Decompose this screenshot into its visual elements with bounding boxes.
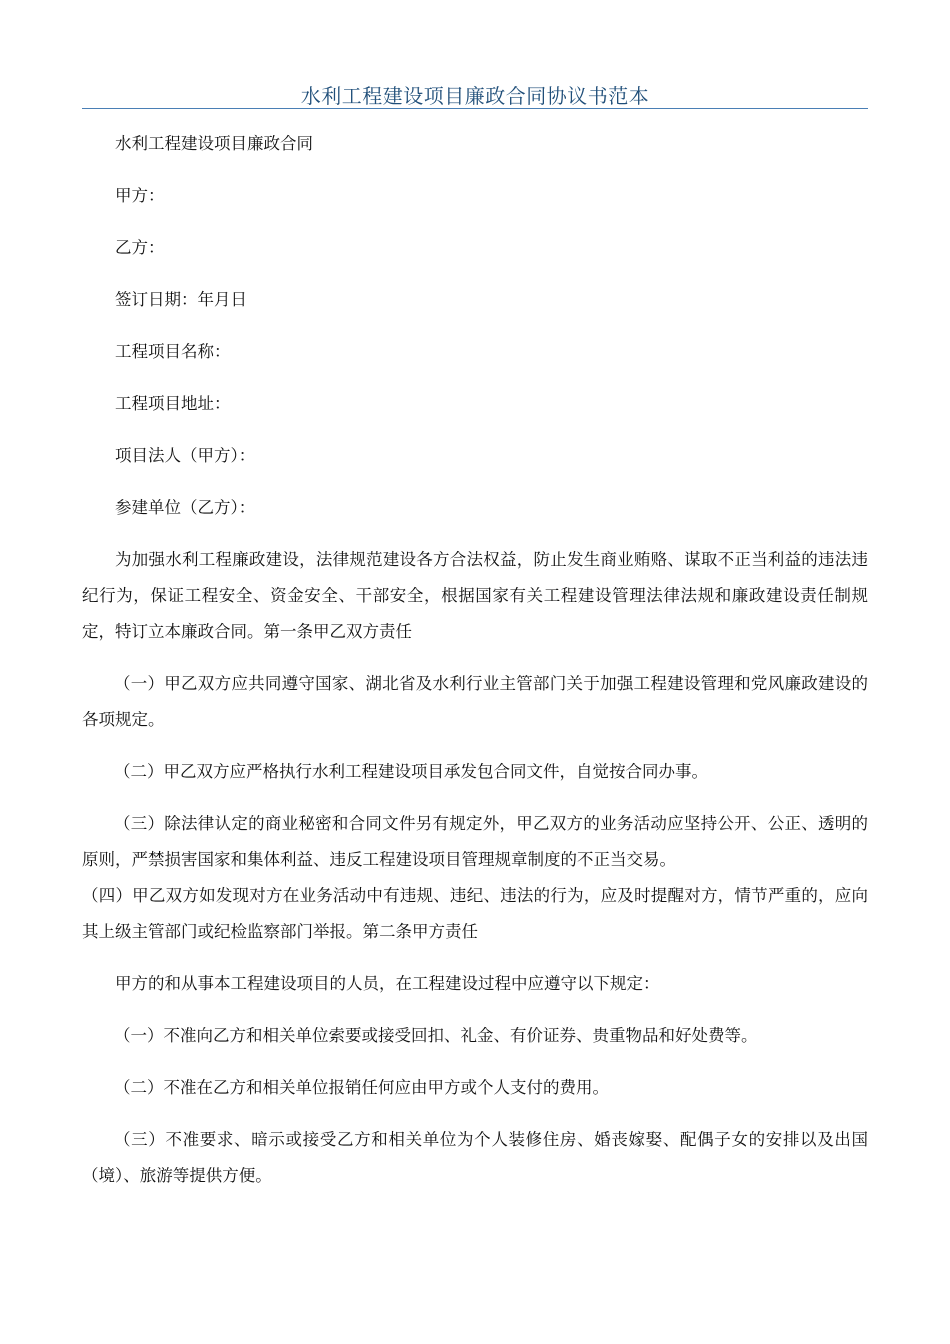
party-a-field: 甲方： xyxy=(115,186,165,205)
document-body xyxy=(82,126,868,1210)
party-b-field: 乙方： xyxy=(115,238,165,257)
article1-clause3: （三）除法律认定的商业秘密和合同文件另有规定外，甲乙双方的业务活动应坚持公开、公正、透明的原则，严禁损害国家和集体利益、违反工程建设项目管理规章制度的不正当交易。 xyxy=(82,814,868,869)
article2-clause1: （一）不准向乙方和相关单位索要或接受回扣、礼金、有价证券、贵重物品和好处费等。 xyxy=(114,1026,758,1045)
participating-unit-field: 参建单位（乙方）： xyxy=(115,498,256,517)
article2-intro: 甲方的和从事本工程建设项目的人员，在工程建设过程中应遵守以下规定： xyxy=(115,974,660,993)
project-address-field: 工程项目地址： xyxy=(115,394,231,413)
article1-clause2: （二）甲乙双方应严格执行水利工程建设项目承发包合同文件，自觉按合同办事。 xyxy=(114,762,708,781)
contract-title: 水利工程建设项目廉政合同 xyxy=(115,134,313,153)
article1-clause1: （一）甲乙双方应共同遵守国家、湖北省及水利行业主管部门关于加强工程建设管理和党风廉政建设的各项规定。 xyxy=(82,674,868,729)
signing-date-field: 签订日期：年月日 xyxy=(115,290,247,309)
running-header-title: 水利工程建设项目廉政合同协议书范本 xyxy=(300,84,650,108)
project-name-field: 工程项目名称： xyxy=(115,342,231,361)
preamble-paragraph: 为加强水利工程廉政建设，法律规范建设各方合法权益，防止发生商业贿赂、谋取不正当利益的违法违纪行为，保证工程安全、资金安全、干部安全，根据国家有关工程建设管理法律法规和廉政建设责任制规定，特订立本廉政合同。第一条甲乙双方责任 xyxy=(82,550,868,641)
article2-clause2: （二）不准在乙方和相关单位报销任何应由甲方或个人支付的费用。 xyxy=(114,1078,609,1097)
article2-clause3: （三）不准要求、暗示或接受乙方和相关单位为个人装修住房、婚丧嫁娶、配偶子女的安排以及出国（境）、旅游等提供方便。 xyxy=(82,1130,868,1185)
project-legal-person-field: 项目法人（甲方）： xyxy=(115,446,256,465)
article1-clause4: （四）甲乙双方如发现对方在业务活动中有违规、违纪、违法的行为，应及时提醒对方，情节严重的，应向其上级主管部门或纪检监察部门举报。第二条甲方责任 xyxy=(82,886,868,941)
header-divider xyxy=(82,108,868,109)
